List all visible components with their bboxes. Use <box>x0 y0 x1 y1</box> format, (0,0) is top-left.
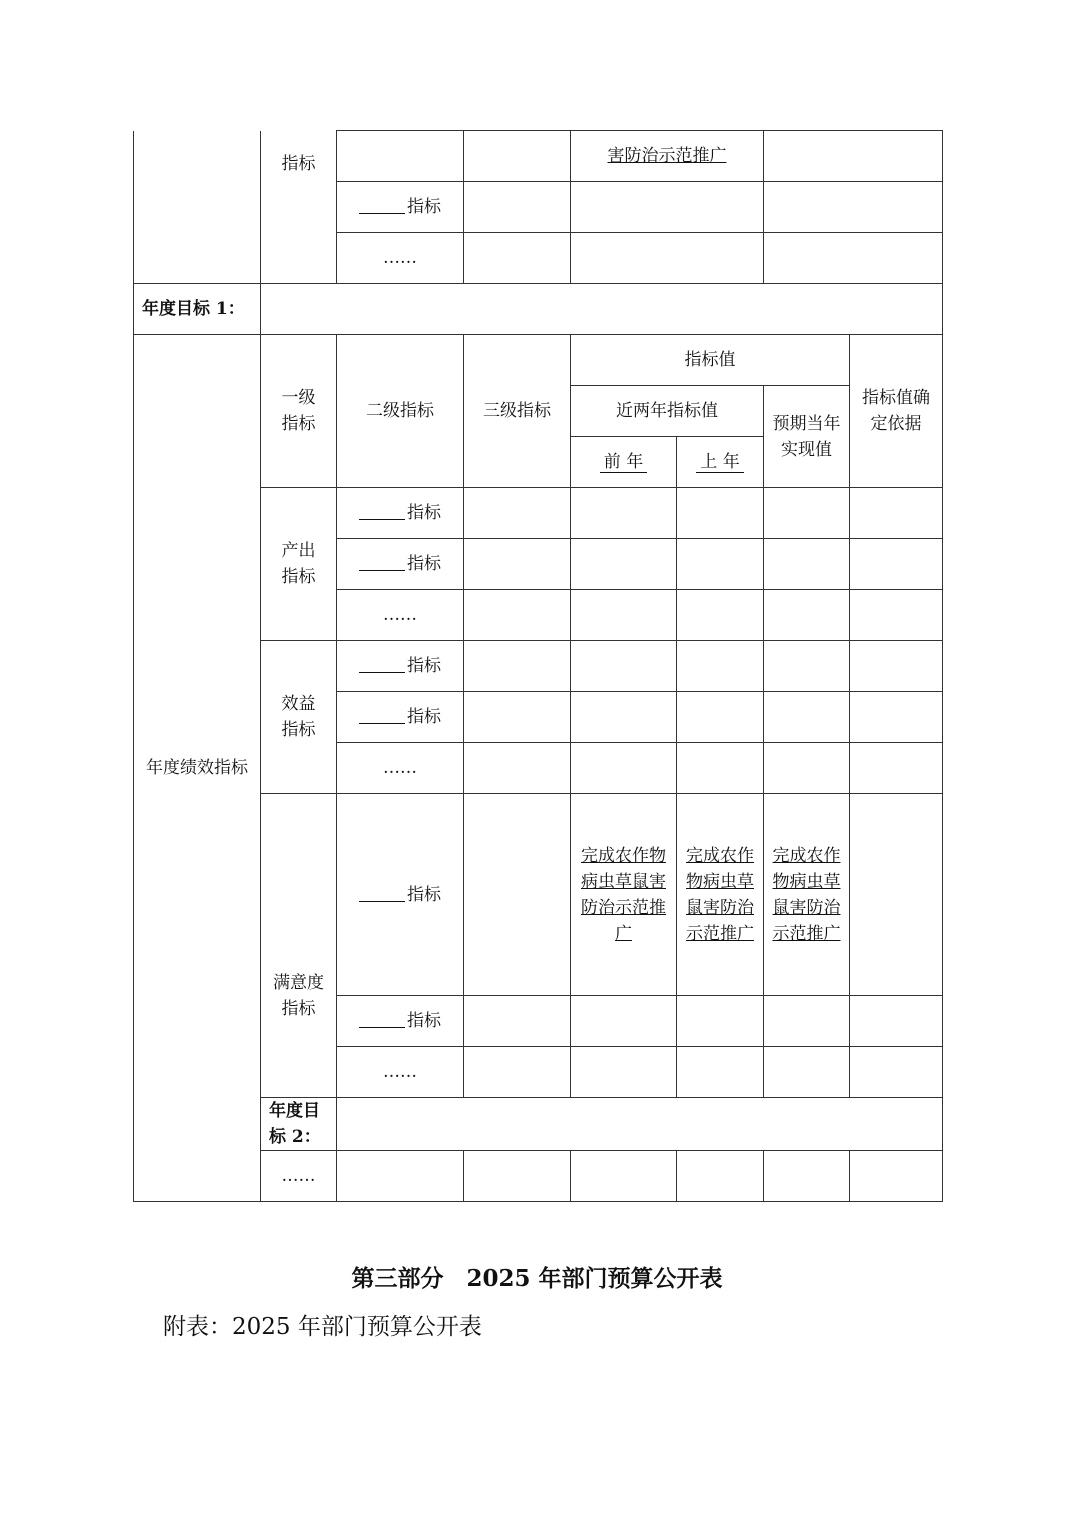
goal2-value <box>337 1098 943 1151</box>
benefit-label: 效益 指标 <box>261 641 337 794</box>
satisfaction-label: 满意度 指标 <box>261 794 337 1098</box>
expected-header: 预期当年 实现值 <box>764 386 850 488</box>
value-cell: 害防治示范推广 <box>571 131 764 182</box>
attachment-label: 附表：2025 年部门预算公开表 <box>163 1314 482 1340</box>
level2-cell: 指标 <box>337 794 464 996</box>
goal1-label: 年度目标 1： <box>134 284 261 335</box>
output-label: 产出 指标 <box>261 488 337 641</box>
indicator-value-header: 指标值 <box>571 335 850 386</box>
ellipsis-cell: …… <box>337 743 464 794</box>
sat-value-last: 完成农作 物病虫草 鼠害防治 示范推广 <box>677 794 764 996</box>
last-ellipsis: …… <box>261 1151 337 1202</box>
sat-value-prev: 完成农作物 病虫草鼠害 防治示范推 广 <box>571 794 677 996</box>
sat-value-expected: 完成农作 物病虫草 鼠害防治 示范推广 <box>764 794 850 996</box>
level2-cell: 指标 <box>337 692 464 743</box>
goal2-label: 年度目标 2： <box>261 1098 337 1151</box>
ellipsis-cell: …… <box>337 233 464 284</box>
ellipsis-cell: …… <box>337 590 464 641</box>
level2-cell: 指标 <box>337 996 464 1047</box>
level2-header: 二级指标 <box>337 335 464 488</box>
level1-cont: 指标 <box>261 131 337 284</box>
performance-table <box>133 130 943 1202</box>
recent-two-years-header: 近两年指标值 <box>571 386 764 437</box>
level3-header: 三级指标 <box>464 335 571 488</box>
annual-perf-label: 年度绩效指标 <box>134 335 261 1202</box>
level3-cell <box>464 131 571 182</box>
level2-cell: 指标 <box>337 182 464 233</box>
basis-header: 指标值确 定依据 <box>850 335 943 488</box>
section-title: 第三部分 2025 年部门预算公开表 <box>351 1265 723 1292</box>
level2-cell: 指标 <box>337 488 464 539</box>
level2-cell <box>337 131 464 182</box>
ellipsis-cell: …… <box>337 1047 464 1098</box>
basis-cell <box>764 131 943 182</box>
last-year-header: 上 年 <box>677 437 764 488</box>
prev-year-header: 前 年 <box>571 437 677 488</box>
goal1-value <box>261 284 943 335</box>
blank-cell <box>134 131 261 284</box>
level2-cell: 指标 <box>337 641 464 692</box>
level2-cell: 指标 <box>337 539 464 590</box>
level1-header: 一级 指标 <box>261 335 337 488</box>
